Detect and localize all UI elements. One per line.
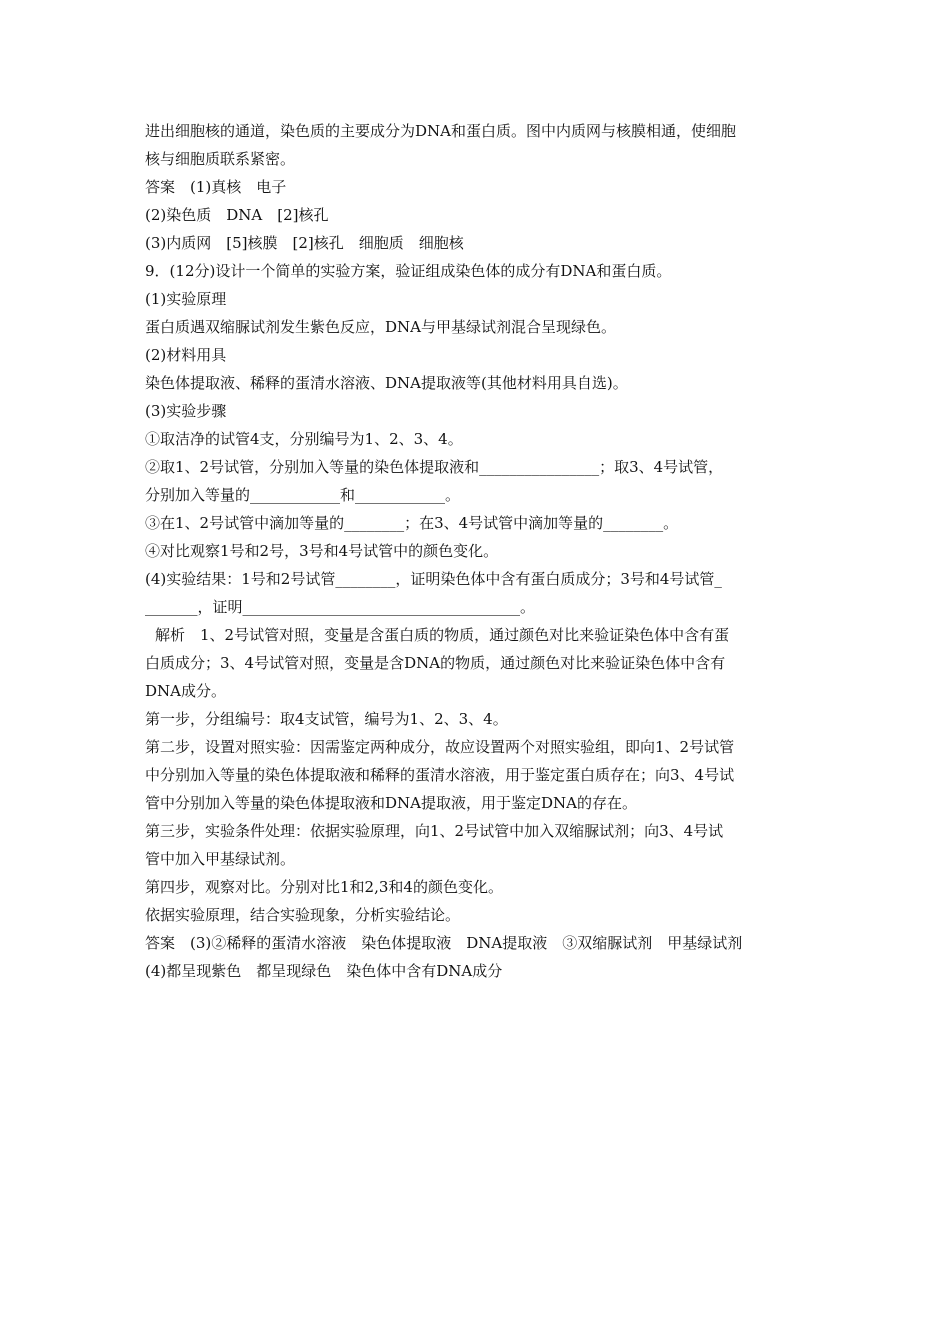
analysis-line: 白质成分；3、4号试管对照，变量是含DNA的物质，通过颜色对比来验证染色体中含有 bbox=[145, 654, 726, 672]
section-heading: (3)实验步骤 bbox=[145, 402, 227, 420]
answer-line: (2)染色质 DNA [2]核孔 bbox=[145, 206, 329, 224]
step-line: 分别加入等量的____________和____________。 bbox=[145, 486, 461, 504]
document-body bbox=[145, 117, 810, 985]
analysis-line: 第一步，分组编号：取4支试管，编号为1、2、3、4。 bbox=[145, 710, 508, 728]
answer-line: (3)内质网 [5]核膜 [2]核孔 细胞质 细胞核 bbox=[145, 234, 464, 252]
text-line: 染色体提取液、稀释的蛋清水溶液、DNA提取液等(其他材料用具自选)。 bbox=[145, 374, 628, 392]
answer-line: 答案 (1)真核 电子 bbox=[145, 178, 287, 196]
answer-line: 答案 (3)②稀释的蛋清水溶液 染色体提取液 DNA提取液 ③双缩脲试剂 甲基绿试剂 bbox=[145, 934, 743, 952]
result-line: _______，证明_____________________________________。 bbox=[145, 598, 536, 616]
analysis-line: 第四步，观察对比。分别对比1和2,3和4的颜色变化。 bbox=[145, 878, 503, 896]
analysis-line: 依据实验原理，结合实验现象，分析实验结论。 bbox=[145, 906, 461, 924]
text-line: 核与细胞质联系紧密。 bbox=[145, 150, 296, 168]
analysis-line: 管中加入甲基绿试剂。 bbox=[145, 850, 296, 868]
text-line: 蛋白质遇双缩脲试剂发生紫色反应，DNA与甲基绿试剂混合呈现绿色。 bbox=[145, 318, 616, 336]
answer-line: (4)都呈现紫色 都呈现绿色 染色体中含有DNA成分 bbox=[145, 962, 503, 980]
analysis-line: 第二步，设置对照实验：因需鉴定两种成分，故应设置两个对照实验组，即向1、2号试管 bbox=[145, 738, 735, 756]
text-line: 进出细胞核的通道，染色质的主要成分为DNA和蛋白质。图中内质网与核膜相通，使细胞 bbox=[145, 122, 736, 140]
analysis-line: 中分别加入等量的染色体提取液和稀释的蛋清水溶液，用于鉴定蛋白质存在；向3、4号试 bbox=[145, 766, 735, 784]
step-line: ②取1、2号试管，分别加入等量的染色体提取液和________________；取3、4号试管， bbox=[145, 458, 724, 476]
section-heading: (2)材料用具 bbox=[145, 346, 227, 364]
section-heading: (1)实验原理 bbox=[145, 290, 227, 308]
step-line: ①取洁净的试管4支，分别编号为1、2、3、4。 bbox=[145, 430, 463, 448]
step-line: ④对比观察1号和2号，3号和4号试管中的颜色变化。 bbox=[145, 542, 499, 560]
question-title: 9．(12分)设计一个简单的实验方案，验证组成染色体的成分有DNA和蛋白质。 bbox=[145, 262, 672, 280]
analysis-line: 管中分别加入等量的染色体提取液和DNA提取液，用于鉴定DNA的存在。 bbox=[145, 794, 637, 812]
analysis-line: 解析 1、2号试管对照，变量是含蛋白质的物质，通过颜色对比来验证染色体中含有蛋 bbox=[155, 626, 730, 644]
result-line: (4)实验结果：1号和2号试管________，证明染色体中含有蛋白质成分；3号和4号试管_ bbox=[145, 570, 722, 588]
step-line: ③在1、2号试管中滴加等量的________；在3、4号试管中滴加等量的________。 bbox=[145, 514, 679, 532]
analysis-line: DNA成分。 bbox=[145, 682, 226, 700]
analysis-line: 第三步，实验条件处理：依据实验原理，向1、2号试管中加入双缩脲试剂；向3、4号试 bbox=[145, 822, 724, 840]
